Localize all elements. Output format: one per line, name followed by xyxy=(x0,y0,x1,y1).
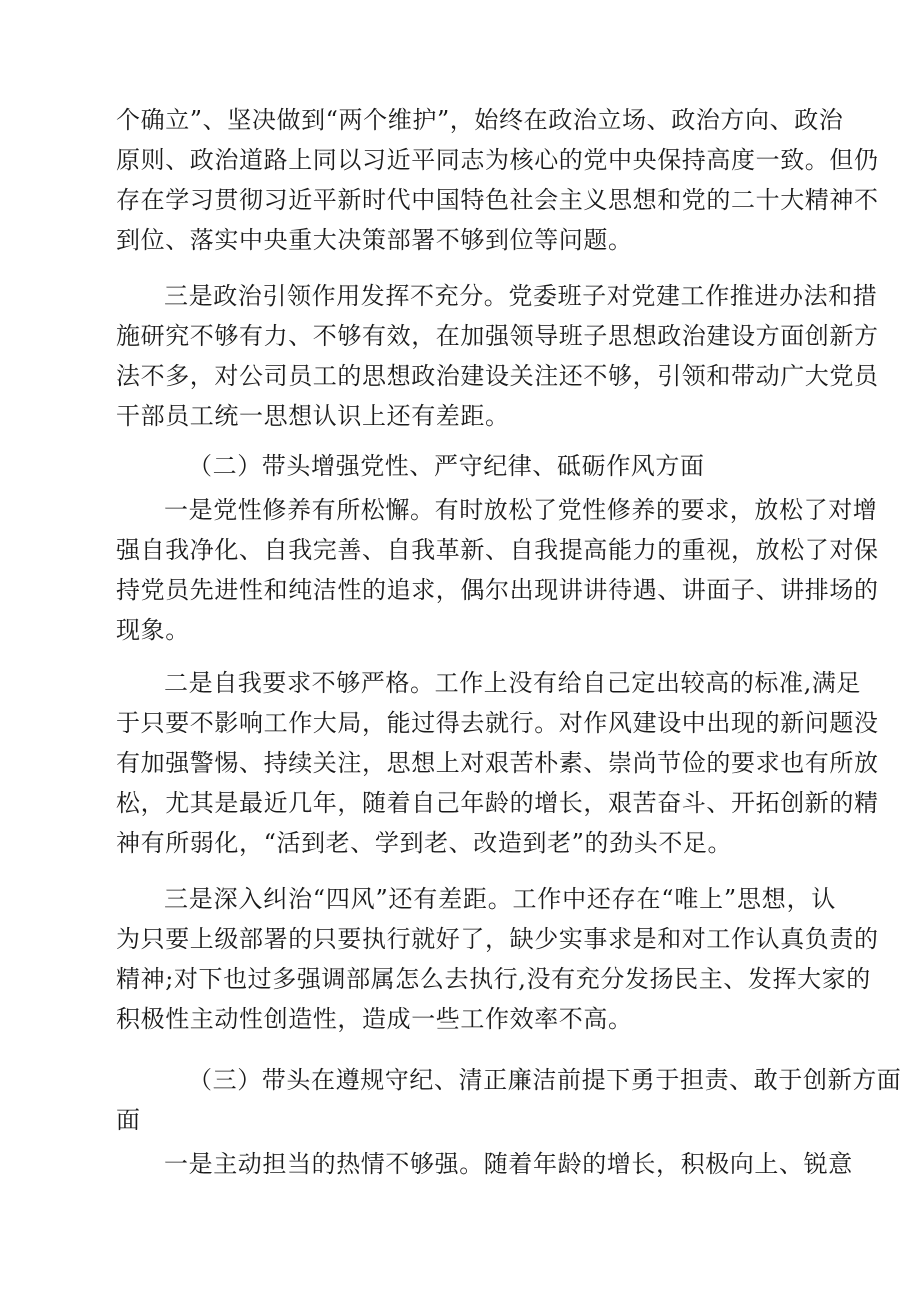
paragraph-line: 个确立”、坚决做到“两个维护”，始终在政治立场、政治方向、政治 xyxy=(116,106,844,134)
paragraph-line: 三是深入纠治“四风”还有差距。工作中还存在“唯上”思想，认 xyxy=(164,885,836,913)
paragraph-line: 松，尤其是最近几年，随着自己年龄的增长，艰苦奋斗、开拓创新的精 xyxy=(116,789,879,817)
paragraph-line: 一是党性修养有所松懈。有时放松了党性修养的要求，放松了对增 xyxy=(164,496,878,524)
paragraph-line: 精神;对下也过多强调部属怎么去执行,没有充分发扬民主、发挥大家的 xyxy=(116,965,871,993)
section-heading-continuation: 面 xyxy=(116,1106,141,1134)
paragraph-line: 干部员工统一思想认识上还有差距。 xyxy=(116,402,510,430)
paragraph-line: 法不多，对公司员工的思想政治建设关注还不够，引领和带动广大党员 xyxy=(116,362,879,390)
section-heading: （二）带头增强党性、严守纪律、砥砺作风方面 xyxy=(188,452,705,480)
paragraph-line: 存在学习贯彻习近平新时代中国特色社会主义思想和党的二十大精神不 xyxy=(116,186,879,214)
paragraph-line: 三是政治引领作用发挥不充分。党委班子对党建工作推进办法和措 xyxy=(164,282,878,310)
paragraph-line: 二是自我要求不够严格。工作上没有给自己定出较高的标准,满足 xyxy=(164,669,862,697)
paragraph-line: 于只要不影响工作大局，能过得去就行。对作风建设中出现的新问题没 xyxy=(116,709,879,737)
paragraph-line: 强自我净化、自我完善、自我革新、自我提高能力的重视，放松了对保 xyxy=(116,536,879,564)
paragraph-line: 有加强警惕、持续关注，思想上对艰苦朴素、崇尚节俭的要求也有所放 xyxy=(116,749,879,777)
paragraph-line: 神有所弱化，“活到老、学到老、改造到老”的劲头不足。 xyxy=(116,829,733,857)
paragraph-line: 一是主动担当的热情不够强。随着年龄的增长，积极向上、锐意 xyxy=(164,1150,853,1178)
paragraph-line: 到位、落实中央重大决策部署不够到位等问题。 xyxy=(116,226,633,254)
paragraph-line: 现象。 xyxy=(116,616,190,644)
paragraph-line: 施研究不够有力、不够有效，在加强领导班子思想政治建设方面创新方 xyxy=(116,322,879,350)
paragraph-line: 积极性主动性创造性，造成一些工作效率不高。 xyxy=(116,1005,633,1033)
paragraph-line: 为只要上级部署的只要执行就好了，缺少实事求是和对工作认真负责的 xyxy=(116,925,879,953)
paragraph-line: 原则、政治道路上同以习近平同志为核心的党中央保持高度一致。但仍 xyxy=(116,146,879,174)
paragraph-line: 持党员先进性和纯洁性的追求，偶尔出现讲讲待遇、讲面子、讲排场的 xyxy=(116,576,879,604)
section-heading: （三）带头在遵规守纪、清正廉洁前提下勇于担责、敢于创新方面 xyxy=(188,1066,902,1094)
